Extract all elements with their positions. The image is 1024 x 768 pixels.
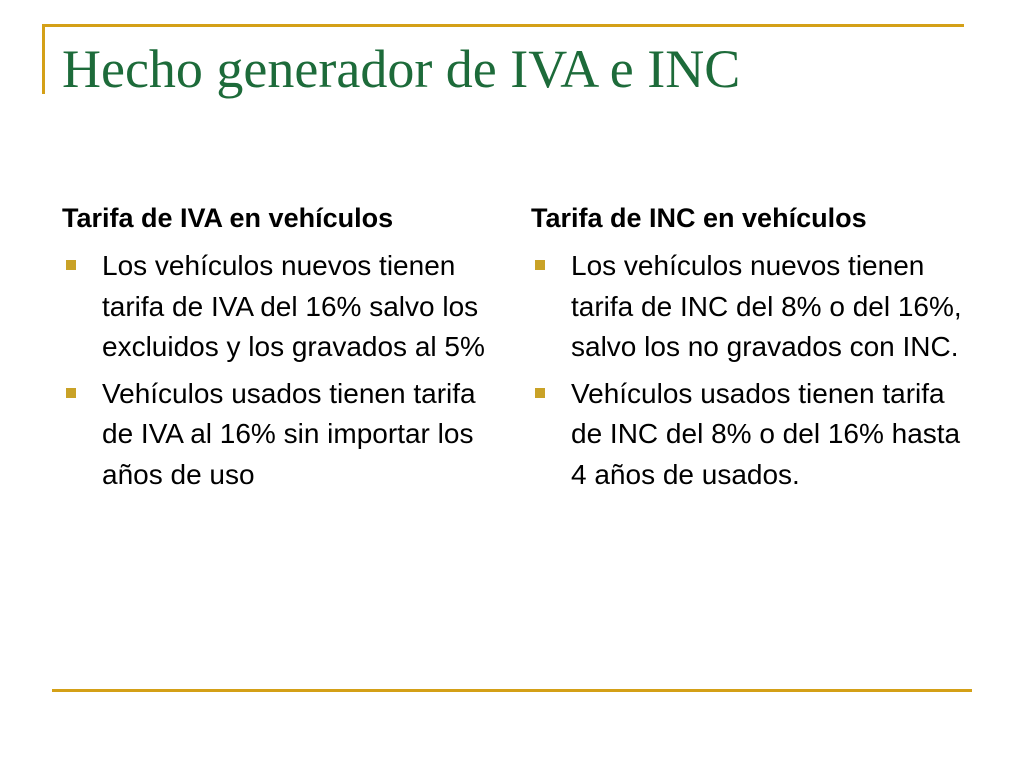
list-item [62, 374, 502, 496]
left-column [62, 198, 502, 501]
bullet-text: Los vehículos nuevos tienen tarifa de IVA del 16% salvo los excluidos y los gravados al 5% [102, 250, 485, 362]
bullet-text: Vehículos usados tienen tarifa de INC del 8% o del 16% hasta 4 años de usados. [571, 377, 961, 490]
top-frame-line [42, 24, 964, 27]
bottom-frame-line [52, 689, 972, 692]
list-item [531, 374, 976, 496]
square-bullet-icon [66, 260, 76, 270]
square-bullet-icon [535, 260, 545, 270]
list-item [531, 246, 976, 368]
left-column-heading: Tarifa de IVA en vehículos [62, 203, 394, 233]
square-bullet-icon [66, 388, 76, 398]
slide-title: Hecho generador de IVA e INC [62, 39, 741, 99]
right-bullet-list [531, 246, 976, 495]
square-bullet-icon [535, 388, 545, 398]
bullet-text: Los vehículos nuevos tienen tarifa de INC del 8% o del 16%, salvo los no gravados con INC. [571, 250, 962, 362]
left-frame-line [42, 24, 45, 94]
bullet-text: Vehículos usados tienen tarifa de IVA al 16% sin importar los años de uso [102, 377, 476, 490]
left-bullet-list [62, 246, 502, 495]
list-item [62, 246, 502, 368]
right-column-heading: Tarifa de INC en vehículos [531, 203, 867, 233]
right-column [531, 198, 976, 501]
